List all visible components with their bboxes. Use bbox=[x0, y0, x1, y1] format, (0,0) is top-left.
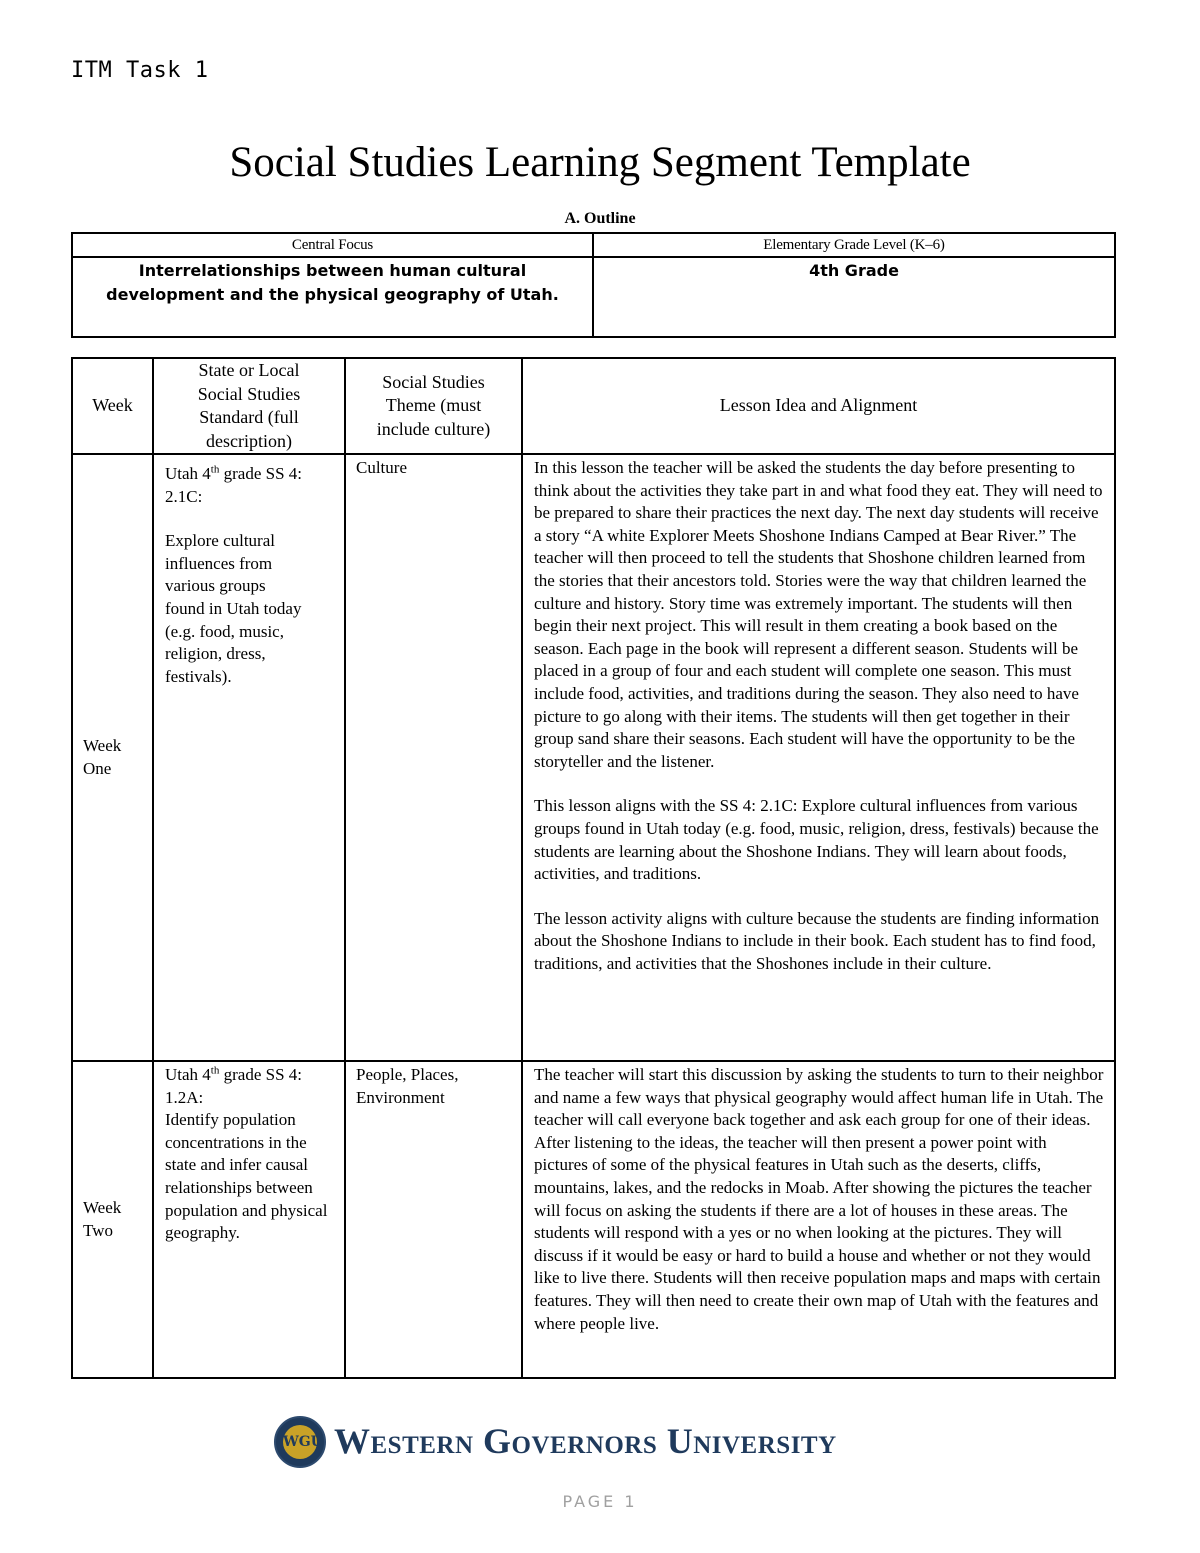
central-focus-header: Central Focus bbox=[72, 233, 593, 257]
outline-table bbox=[71, 232, 1116, 338]
document-title: Social Studies Learning Segment Template bbox=[229, 139, 971, 186]
university-name: Western Governors University bbox=[334, 1421, 837, 1461]
week-label: Week Two bbox=[83, 1197, 122, 1240]
week-cell bbox=[72, 454, 153, 1061]
lesson-table-header-row bbox=[72, 358, 1115, 454]
lesson-header: Lesson Idea and Alignment bbox=[522, 358, 1115, 454]
standard-description: Explore cultural influences from various groups found in Utah today (e.g. food, music, religion, dress, festivals). bbox=[165, 531, 302, 686]
week-cell bbox=[72, 1061, 153, 1378]
page-number: PAGE 1 bbox=[562, 1492, 638, 1511]
lesson-table bbox=[71, 357, 1116, 1379]
standard-code: Utah 4th grade SS 4: 2.1C: bbox=[165, 463, 302, 506]
lesson-paragraph: In this lesson the teacher will be asked the students the day before presenting to think about the activities they take part in and what food they eat. They will need to be prepared to share their practices the next day. The next day students will receive a story “A white Explorer Meets Shoshone Indians Camped at Bear River.” The teacher will then proceed to tell the students that Shoshone children learned from the stories that their ancestors told. Stories were the way that children learned the culture and history. Story time was extremely important. The students will then begin their next project. This will result in them creating a book based on the season. Each page in the book will represent a different season. Students will be placed in a group of four and each student will complete one season. This must include food, activities, and traditions during the season. They also need to have picture to go along with their items. The students will then get together in their group sand share their seasons. Each student will have the opportunity to be the storyteller and the listener. bbox=[534, 458, 1103, 771]
lesson-paragraph: This lesson aligns with the SS 4: 2.1C: Explore cultural influences from various groups found in Utah today (e.g. food, music, religion, dress, festivals) because the students are learning about the Shoshone Indians. They will learn about foods, activities, and traditions. bbox=[534, 796, 1099, 884]
outline-label: A. Outline bbox=[564, 210, 636, 227]
lesson-cell bbox=[522, 454, 1115, 1061]
table-row bbox=[72, 1061, 1115, 1378]
standard-description: Identify population concentrations in the state and infer causal relationships between population and physical geography. bbox=[165, 1110, 328, 1243]
theme-cell: People, Places, Environment bbox=[345, 1061, 522, 1378]
week-header: Week bbox=[72, 358, 153, 454]
university-seal-icon: WGU bbox=[274, 1416, 326, 1468]
header-label: ITM Task 1 bbox=[71, 58, 209, 83]
standard-cell bbox=[153, 1061, 345, 1378]
grade-level-value: 4th Grade bbox=[593, 257, 1115, 337]
lesson-paragraph: The teacher will start this discussion by asking the students to turn to their neighbor and name a few ways that physical geography would affect human life in Utah. The teacher will call everyone back together and ask each group for one of their ideas. After listening to the ideas, the teacher will then present a power point with pictures of some of the physical features in Utah such as the deserts, cliffs, mountains, lakes, and the redocks in Moab. After showing the pictures the teacher will focus on asking the students if there are a lot of houses in these areas. The students will respond with a yes or no when looking at the pictures. They will discuss if it would be easy or hard to build a house and whether or not they would like to live there. Students will then receive population maps and maps with certain features. They will then need to create their own map of Utah with the features and where people live. bbox=[534, 1065, 1104, 1333]
week-label: Week One bbox=[83, 735, 122, 778]
standard-code: Utah 4th grade SS 4: 1.2A: bbox=[165, 1064, 302, 1107]
central-focus-value: Interrelationships between human cultural development and the physical geography of Utah. bbox=[72, 257, 593, 337]
lesson-cell bbox=[522, 1061, 1115, 1378]
theme-header: Social Studies Theme (must include culture) bbox=[345, 358, 522, 454]
theme-cell: Culture bbox=[345, 454, 522, 1061]
standard-header: State or Local Social Studies Standard (full description) bbox=[153, 358, 345, 454]
standard-cell bbox=[153, 454, 345, 1061]
lesson-paragraph: The lesson activity aligns with culture because the students are finding information about the Shoshone Indians to include in their book. Each student has to find food, traditions, and activities that the Shoshones include in their culture. bbox=[534, 908, 1100, 973]
wgu-logo bbox=[274, 1416, 894, 1472]
table-row bbox=[72, 454, 1115, 1061]
grade-level-header: Elementary Grade Level (K–6) bbox=[593, 233, 1115, 257]
